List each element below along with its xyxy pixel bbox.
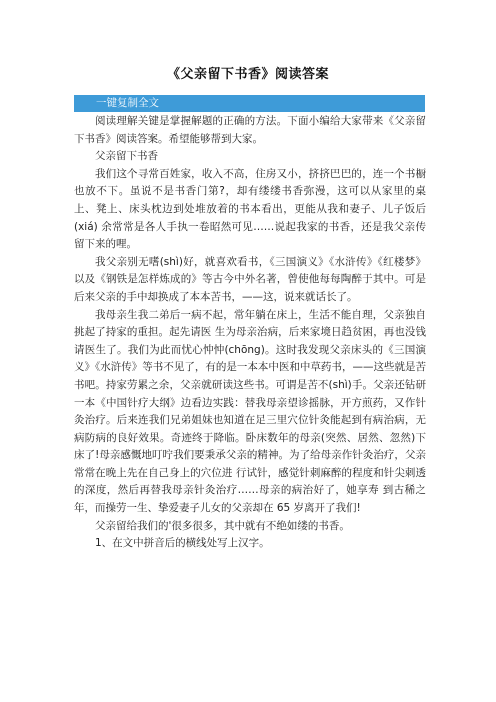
paragraph: 我母亲生我二弟后一病不起，常年躺在床上，生活不能自理，父亲独自挑起了持家的重担。起先请医 生为母亲治病，后来家境日趋贫困，再也没钱请医生了。我们为此而忧心忡忡(chōng)。这时我发现父亲床头的《三国演义》《水浒传》等书不见了，有的是一本本中医和中草药书，——这些就是苦书吧。持家劳累之余，父亲就研读这些书。可谓是苦不(shì)手。父亲还钻研一本《中国针疗大纲》边看边实践：替我母亲望诊摇脉，开方煎药，又作针灸治疗。后来连我们兄弟姐妹也知道在足三里穴位针灸能起到有病治病，无病防病的良好效果。奇迹终于降临。卧床数年的母亲(突然、居然、忽然)下床了!母亲感慨地叮咛我们要秉承父亲的精神。为了给母亲作针灸治疗，父亲常常在晚上先在自己身上的穴位进 行试针，感觉针刺麻醉的程度和针尖刺透的深度，然后再替我母亲针灸治疗……母亲的病治好了，她享寿 到古稀之年，而操劳一生、挚爱妻子儿女的父亲却在 65 岁离开了我们! <box>74 308 426 515</box>
copy-all-button[interactable]: 一键复制全文 <box>74 95 425 112</box>
paragraph: 我们这个寻常百姓家，收入不高，住房又小，挤挤巴巴的，连一个书橱也放不下。虽说不是书香门第?，却有缕缕书香弥漫，这可以从家里的桌上、凳上、床头枕边到处堆放着的书本看出，更能从我和妻子、儿子饭后(xiá) 余常常是各人手执一卷昭然可见……说起我家的书香，还是我父亲传留下来的哩。 <box>74 167 426 251</box>
intro-paragraph: 阅读理解关键是掌握解题的正确的方法。下面小编给大家带来《父亲留下书香》阅读答案。希望能够帮到大家。 <box>74 115 426 145</box>
paragraph: 我父亲别无嗜(shì)好，就喜欢看书，《三国演义》《水浒传》《红楼梦》以及《钢铁是怎样炼成的》等古今中外名著，曾使他每每陶醉于其中。可是后来父亲的手中却换成了本本苦书，——这，说来就话长了。 <box>74 255 426 303</box>
article-heading: 父亲留下书香 <box>95 150 158 163</box>
article-body <box>74 113 426 553</box>
page-title: 《父亲留下书香》阅读答案 <box>166 67 329 82</box>
paragraph: 父亲留给我们的'很多很多，其中就有不绝如缕的书香。 <box>95 519 350 532</box>
question-1: 1、在文中拼音后的横线处写上汉字。 <box>95 537 270 550</box>
